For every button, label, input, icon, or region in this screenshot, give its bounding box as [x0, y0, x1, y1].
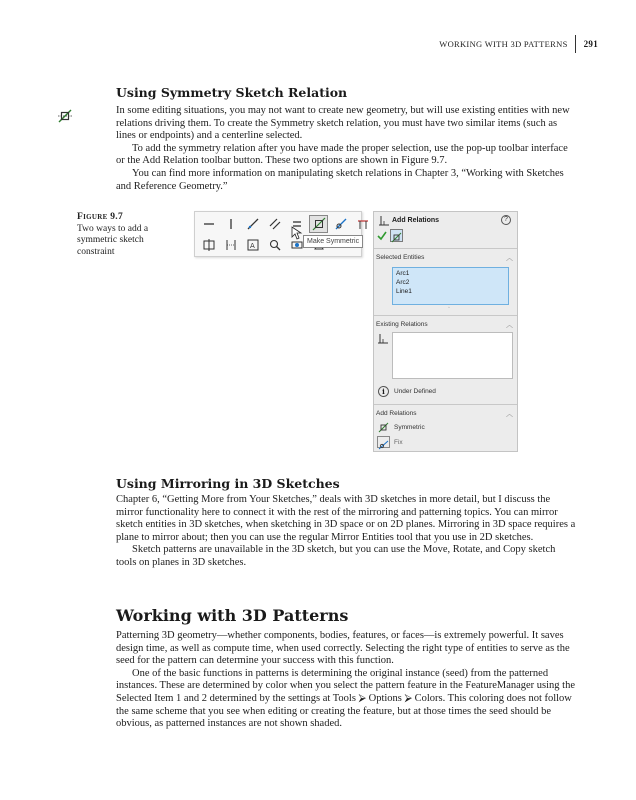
paragraph: You can find more information on manipulating sketch relations in Chapter 3, “Working with Sketches and Reference Geometry.”: [116, 167, 564, 192]
ok-check-icon[interactable]: [377, 231, 387, 241]
pm-divider: [374, 248, 517, 249]
pm-title: Add Relations: [392, 217, 440, 224]
symmetric-icon[interactable]: [378, 422, 389, 433]
toolbar-row-1: [199, 215, 372, 233]
running-title: WORKING WITH 3D PATTERNS: [439, 39, 568, 49]
fix-option-button[interactable]: [377, 436, 390, 448]
symmetric-relation-option[interactable]: Symmetric: [394, 424, 425, 431]
paragraph: Patterning 3D geometry—whether components, bodies, features, or faces—is extremely powerful. It saves design time, as well as compute time, when used correctly. Selecting the right type of entities to serve as the seed for the pattern can determine your success with this function.: [116, 630, 570, 667]
section-mirroring: [116, 476, 578, 570]
section-symmetry: [116, 85, 578, 193]
info-icon: i: [378, 386, 389, 397]
paragraph: Sketch patterns are unavailable in the 3D sketch, but you can use the Move, Rotate, and Copy sketch tools on planes in 3D sketches.: [116, 544, 556, 568]
resize-grip-icon[interactable]: ◦: [448, 305, 450, 311]
paragraph: To add the symmetry relation after you have made the proper selection, use the pop-up toolbar interface or the Add Relation toolbar button. These two options are shown in Figure 9.7.: [116, 142, 568, 167]
list-item[interactable]: Arc1: [396, 270, 410, 277]
add-relations-property-manager: [373, 211, 518, 452]
relations-icon: [378, 215, 390, 227]
zoom-icon[interactable]: [265, 236, 284, 254]
existing-relations-header[interactable]: Existing Relations: [376, 321, 428, 328]
smart-dimension-icon[interactable]: [353, 215, 372, 233]
chevron-up-icon[interactable]: ︿: [506, 411, 513, 418]
popup-toolbar: [194, 211, 362, 257]
relations-icon: [377, 333, 389, 345]
paragraph: In some editing situations, you may not want to create new geometry, but will use existing entities with new relations driving them. To create the Symmetry sketch relation, you must have two similar items (such as lines or endpoints) and a centerline selected.: [116, 105, 570, 142]
selected-entities-list[interactable]: [392, 267, 509, 305]
fix-relation-icon: [378, 440, 389, 450]
construction-geometry-icon[interactable]: [199, 236, 218, 254]
fix-relation-option[interactable]: Fix: [394, 439, 403, 446]
paragraph: One of the basic functions in patterns is determining the original instance (seed) from the patterned instances. These are determined by color when you select the pattern feature in the FeatureManager using the Selected Item 1 and 2 determined by the settings at Tools ⮚ Options ⮚ Colors. This coloring does not follow the same scheme that you see when editing or creating the feature, but at those times the seed should be obvious, as patterned instances are not shown shaded.: [116, 667, 576, 730]
cursor-icon: [291, 226, 303, 240]
figure-caption: [77, 212, 167, 258]
add-relations-header[interactable]: Add Relations: [376, 410, 417, 417]
fix-relation-icon[interactable]: [331, 215, 350, 233]
symmetric-icon: [391, 232, 402, 243]
running-header: [439, 37, 598, 51]
pm-divider: [374, 315, 517, 316]
make-symmetric-tooltip: Make Symmetric: [303, 235, 363, 248]
horizontal-relation-icon[interactable]: [199, 215, 218, 233]
paragraph: Chapter 6, “Getting More from Your Sketches,” deals with 3D sketches in more detail, but I discuss the mirror functionality here to connect it with the rest of the mirroring and patterning topics. You can mirror sketch entities in 3D sketches, when sketching in 3D space or on 2D planes. Mirroring in 3D space requires a plane to mirror about; then you can use the regular Mirror Entities tool that you use in 2D sketches.: [116, 494, 576, 543]
make-symmetric-button[interactable]: [309, 215, 328, 233]
selected-entities-header[interactable]: Selected Entities: [376, 254, 425, 261]
figure-number: Figure 9.7: [77, 212, 124, 222]
symmetric-toggle-button[interactable]: [390, 229, 403, 242]
section-title: Using Mirroring in 3D Sketches: [116, 476, 340, 491]
sketch-text-icon[interactable]: [243, 236, 262, 254]
existing-relations-list[interactable]: [392, 332, 513, 379]
chevron-up-icon[interactable]: ︿: [506, 322, 513, 329]
parallel-relation-icon[interactable]: [265, 215, 284, 233]
list-item[interactable]: Arc2: [396, 279, 410, 286]
section-3d-patterns: [116, 606, 578, 731]
vertical-relation-icon[interactable]: [221, 215, 240, 233]
svg-text:A: A: [249, 242, 255, 250]
pm-divider: [374, 404, 517, 405]
page-number: 291: [583, 39, 598, 49]
dimension-icon[interactable]: [221, 236, 240, 254]
chevron-up-icon[interactable]: ︿: [506, 255, 513, 262]
status-text: Under Defined: [394, 388, 436, 395]
symmetric-relation-icon: [57, 108, 73, 124]
figure-caption-text: Two ways to add a symmetric sketch constraint: [77, 223, 149, 257]
section-title: Using Symmetry Sketch Relation: [116, 85, 348, 100]
collinear-relation-icon[interactable]: [243, 215, 262, 233]
heading-title: Working with 3D Patterns: [116, 606, 349, 625]
help-icon[interactable]: ?: [501, 215, 511, 225]
list-item[interactable]: Line1: [396, 288, 412, 295]
